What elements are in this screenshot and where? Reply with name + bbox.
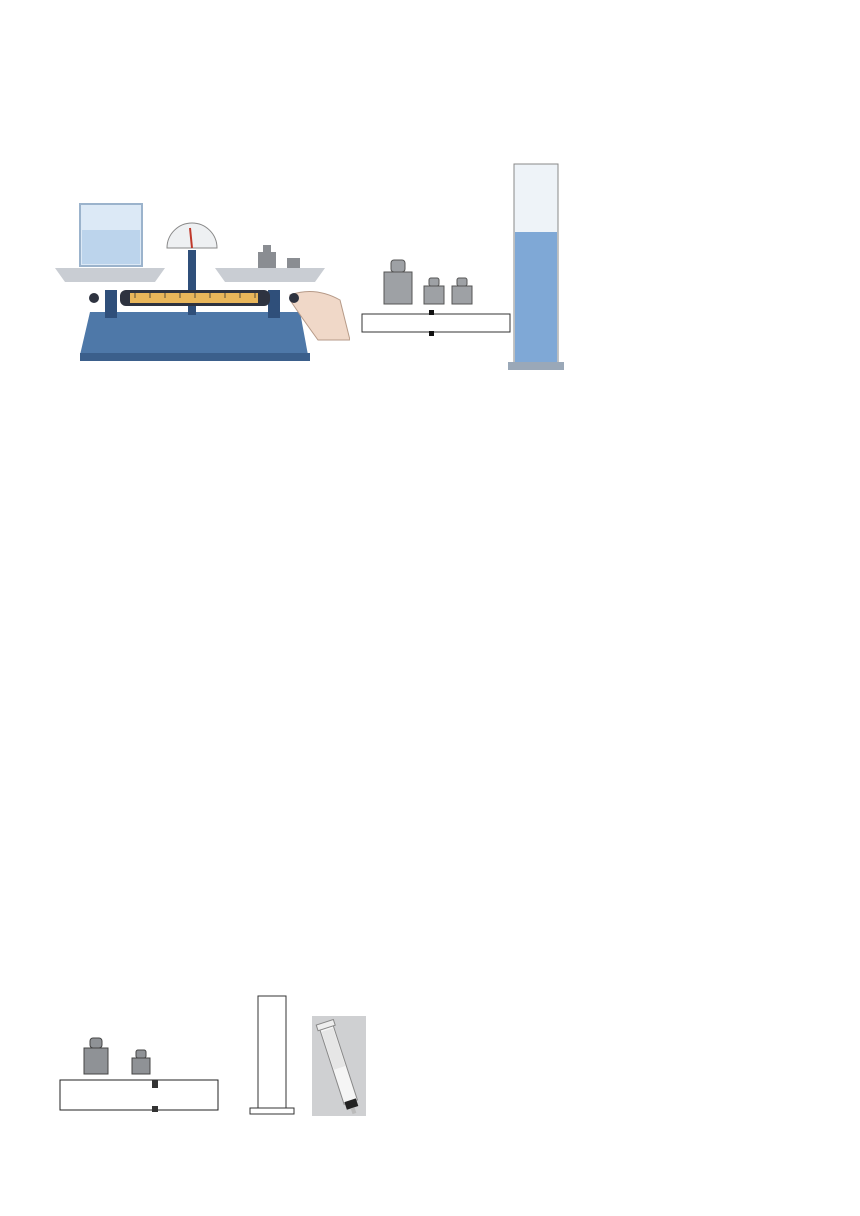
cylinder-liquid <box>515 232 557 363</box>
q2-syringe-figure <box>312 1016 366 1116</box>
q1-balance-figure <box>50 190 350 370</box>
q1-weights-figure <box>358 230 518 338</box>
q1-cylinder-figure <box>508 162 564 374</box>
q2-weights-figure <box>56 1030 226 1120</box>
q2-cylinder-figure <box>248 994 296 1118</box>
